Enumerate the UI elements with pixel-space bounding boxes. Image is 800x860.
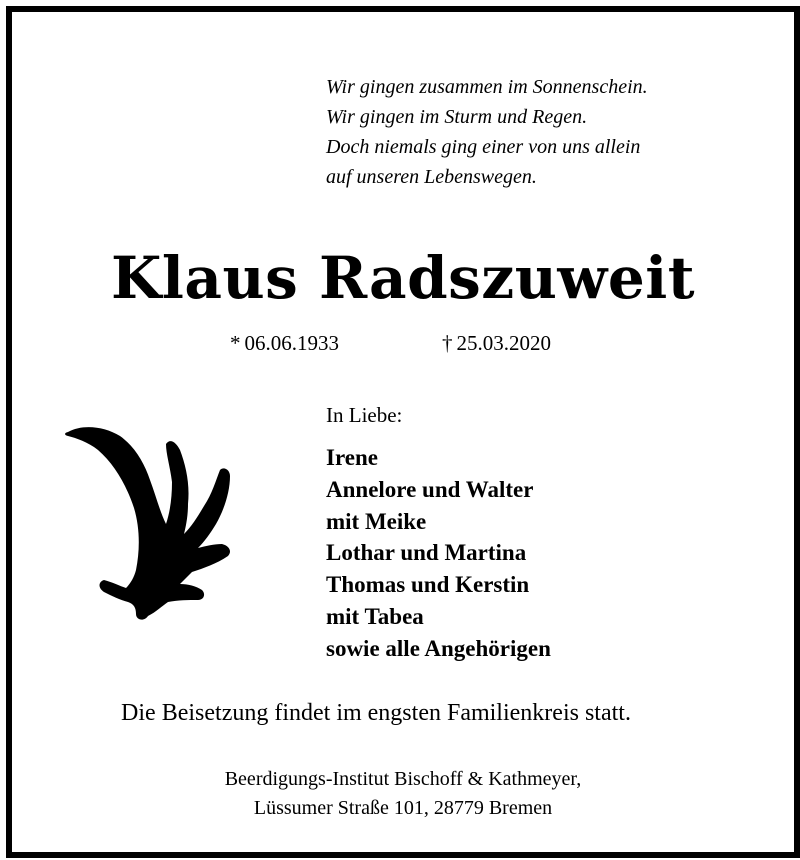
antler-icon [64,420,240,626]
undertaker-name: Beerdigungs-Institut Bischoff & Kathmeyer, [224,768,582,790]
death-date: 25.03.2020 [456,331,551,355]
death-date-line [442,328,551,358]
mourner-name: sowie alle Angehörigen [326,635,551,661]
mourner-name: Lothar und Martina [326,540,527,566]
mourner-name: mit Tabea [326,603,424,629]
birth-date: 06.06.1933 [244,331,339,355]
undertaker-address: Lüssumer Straße 101, 28779 Bremen [253,797,553,819]
mourners-list [326,442,551,665]
mourner-name: Thomas und Kerstin [326,572,530,598]
poem-line: Wir gingen zusammen im Sonnenschein. [326,76,648,98]
poem-line: Wir gingen im Sturm und Regen. [326,106,588,128]
mourners-intro: In Liebe: [326,403,403,427]
death-symbol: † [442,331,453,355]
undertaker-info [12,765,794,823]
poem-line: auf unseren Lebenswegen. [326,166,537,188]
poem [326,72,648,192]
birth-symbol: * [230,331,241,355]
mourner-name: Irene [326,445,378,470]
birth-date-line [230,328,339,358]
poem-line: Doch niemals ging einer von uns allein [326,136,641,158]
obituary-frame [6,6,800,858]
burial-notice: Die Beisetzung findet im engsten Familienkreis statt. [121,700,631,726]
deceased-name: Klaus Radszuweit [110,244,696,312]
mourner-name: Annelore und Walter [326,476,534,502]
mourner-name: mit Meike [326,508,427,534]
